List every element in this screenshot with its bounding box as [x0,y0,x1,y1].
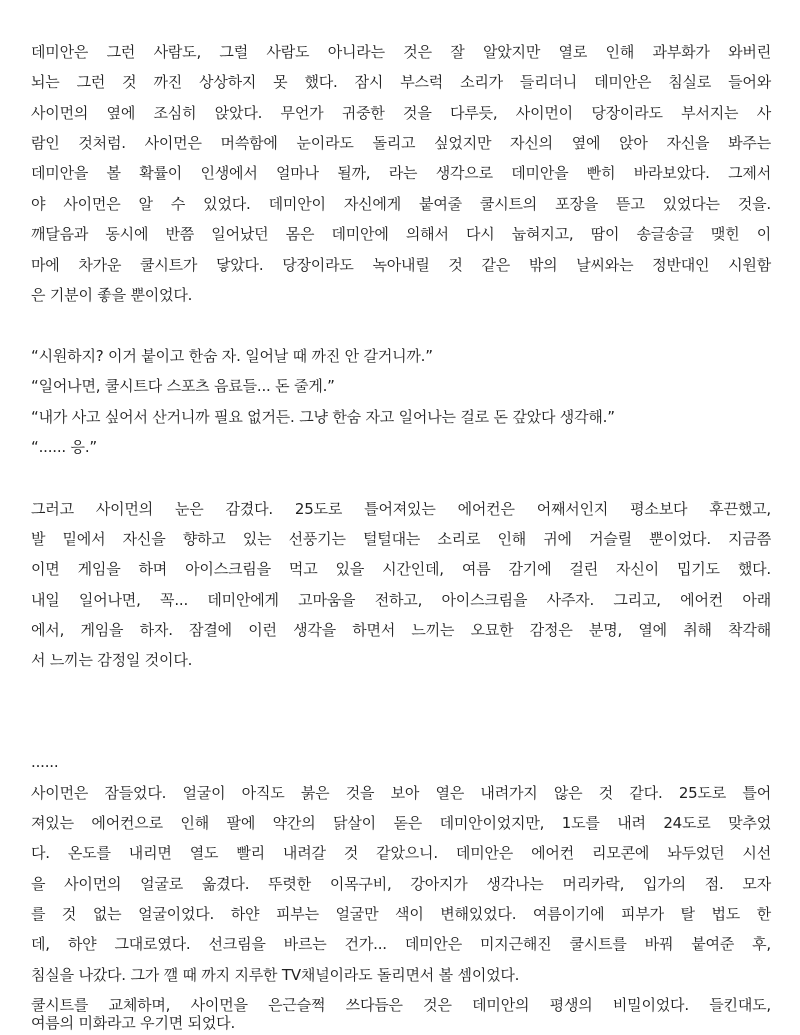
text-line: 뇌는 그런 것 까진 상상하지 못 했다. 잠시 부스럭 소리가 들리더니 데미안은 침실로 들어와 [31,73,771,91]
text-line: 람인 것처럼. 사이먼은 머쓱함에 눈이라도 돌리고 싶었지만 자신의 옆에 앉아 자신을 봐주는 [31,134,771,152]
text-line: 데, 하얀 그대로였다. 선크림을 바르는 건가... 데미안은 미지근해진 쿨시트를 바꿔 붙여준 후, [31,935,771,953]
text-line: 이면 게임을 하며 아이스크림을 먹고 있을 시간인데, 여름 감기에 걸린 자신이 밉기도 했다. [31,560,771,578]
text-line: 져있는 에어컨으로 인해 팔에 약간의 닭살이 돋은 데미안이었지만, 1도를 내려 24도로 맞추었 [31,814,771,832]
text-line: 에서, 게임을 하자. 잠결에 이런 생각을 하면서 느끼는 오묘한 감정은 분명, 열에 취해 착각해 [31,621,771,639]
text-line: 다. 온도를 내리면 열도 빨리 내려갈 것 같았으니. 데미안은 에어컨 리모콘에 놔두었던 시선 [31,844,771,862]
text-line: 서 느끼는 감정일 것이다. [31,651,193,669]
text-line: 쿨시트를 교체하며, 사이먼을 은근슬쩍 쓰다듬은 것은 데미안의 평생의 비밀이었다. 들킨대도, [31,996,771,1014]
section-ellipsis: ...... [31,753,59,771]
text-line: 를 것 없는 얼굴이었다. 하얀 피부는 얼굴만 색이 변해있었다. 여름이기에 피부가 탈 법도 한 [31,905,771,923]
dialogue-line: “시원하지? 이거 붙이고 한숨 자. 일어날 때 까진 안 갈거니까.” [31,347,433,365]
text-line: 발 밑에서 자신을 향하고 있는 선풍기는 털털대는 소리로 인해 귀에 거슬릴 뿐이었다. 지금쯤 [31,530,771,548]
text-line: 깨달음과 동시에 반쯤 일어났던 몸은 데미안에 의해서 다시 눕혀지고, 땀이 송글송글 맺힌 이 [31,225,771,243]
text-line: 사이먼의 옆에 조심히 앉았다. 무언가 귀중한 것을 다루듯, 사이먼이 당장이라도 부서지는 사 [31,104,771,122]
text-line: 은 기분이 좋을 뿐이었다. [31,286,193,304]
text-line: 데미안은 그런 사람도, 그럴 사람도 아니라는 것은 잘 알았지만 열로 인해 과부화가 와버린 [31,43,771,61]
text-line: 사이먼은 잠들었다. 얼굴이 아직도 붉은 것을 보아 열은 내려가지 않은 것 같다. 25도로 틀어 [31,784,771,802]
text-line: 침실을 나갔다. 그가 깰 때 까지 지루한 TV채널이라도 돌리면서 볼 셈이었다. [31,966,520,984]
text-line: 여름의 미화라고 우기면 되었다. [31,1014,236,1032]
dialogue-line: “내가 사고 싶어서 산거니까 필요 없거든. 그냥 한숨 자고 일어나는 걸로 돈 갚았다 생각해.” [31,408,615,426]
dialogue-line: “일어나면, 쿨시트다 스포츠 음료들... 돈 줄게.” [31,377,335,395]
text-line: 을 사이먼의 얼굴로 옮겼다. 뚜렷한 이목구비, 강아지가 생각나는 머리카락, 입가의 점. 모자 [31,875,771,893]
text-line: 데미안을 볼 확률이 인생에서 얼마나 될까, 라는 생각으로 데미안을 빤히 바라보았다. 그제서 [31,164,771,182]
dialogue-line: “...... 응.” [31,438,97,456]
text-line: 그러고 사이먼의 눈은 감겼다. 25도로 틀어져있는 에어컨은 어째서인지 평소보다 후끈했고, [31,500,771,518]
text-line: 내일 일어나면, 꼭... 데미안에게 고마움을 전하고, 아이스크림을 사주자. 그리고, 에어컨 아래 [31,591,771,609]
text-line: 야 사이먼은 알 수 있었다. 데미안이 자신에게 붙여줄 쿨시트의 포장을 뜯고 있었다는 것을. [31,195,771,213]
text-line: 마에 차가운 쿨시트가 닿았다. 당장이라도 녹아내릴 것 같은 밖의 날씨와는 정반대인 시원함 [31,256,771,274]
